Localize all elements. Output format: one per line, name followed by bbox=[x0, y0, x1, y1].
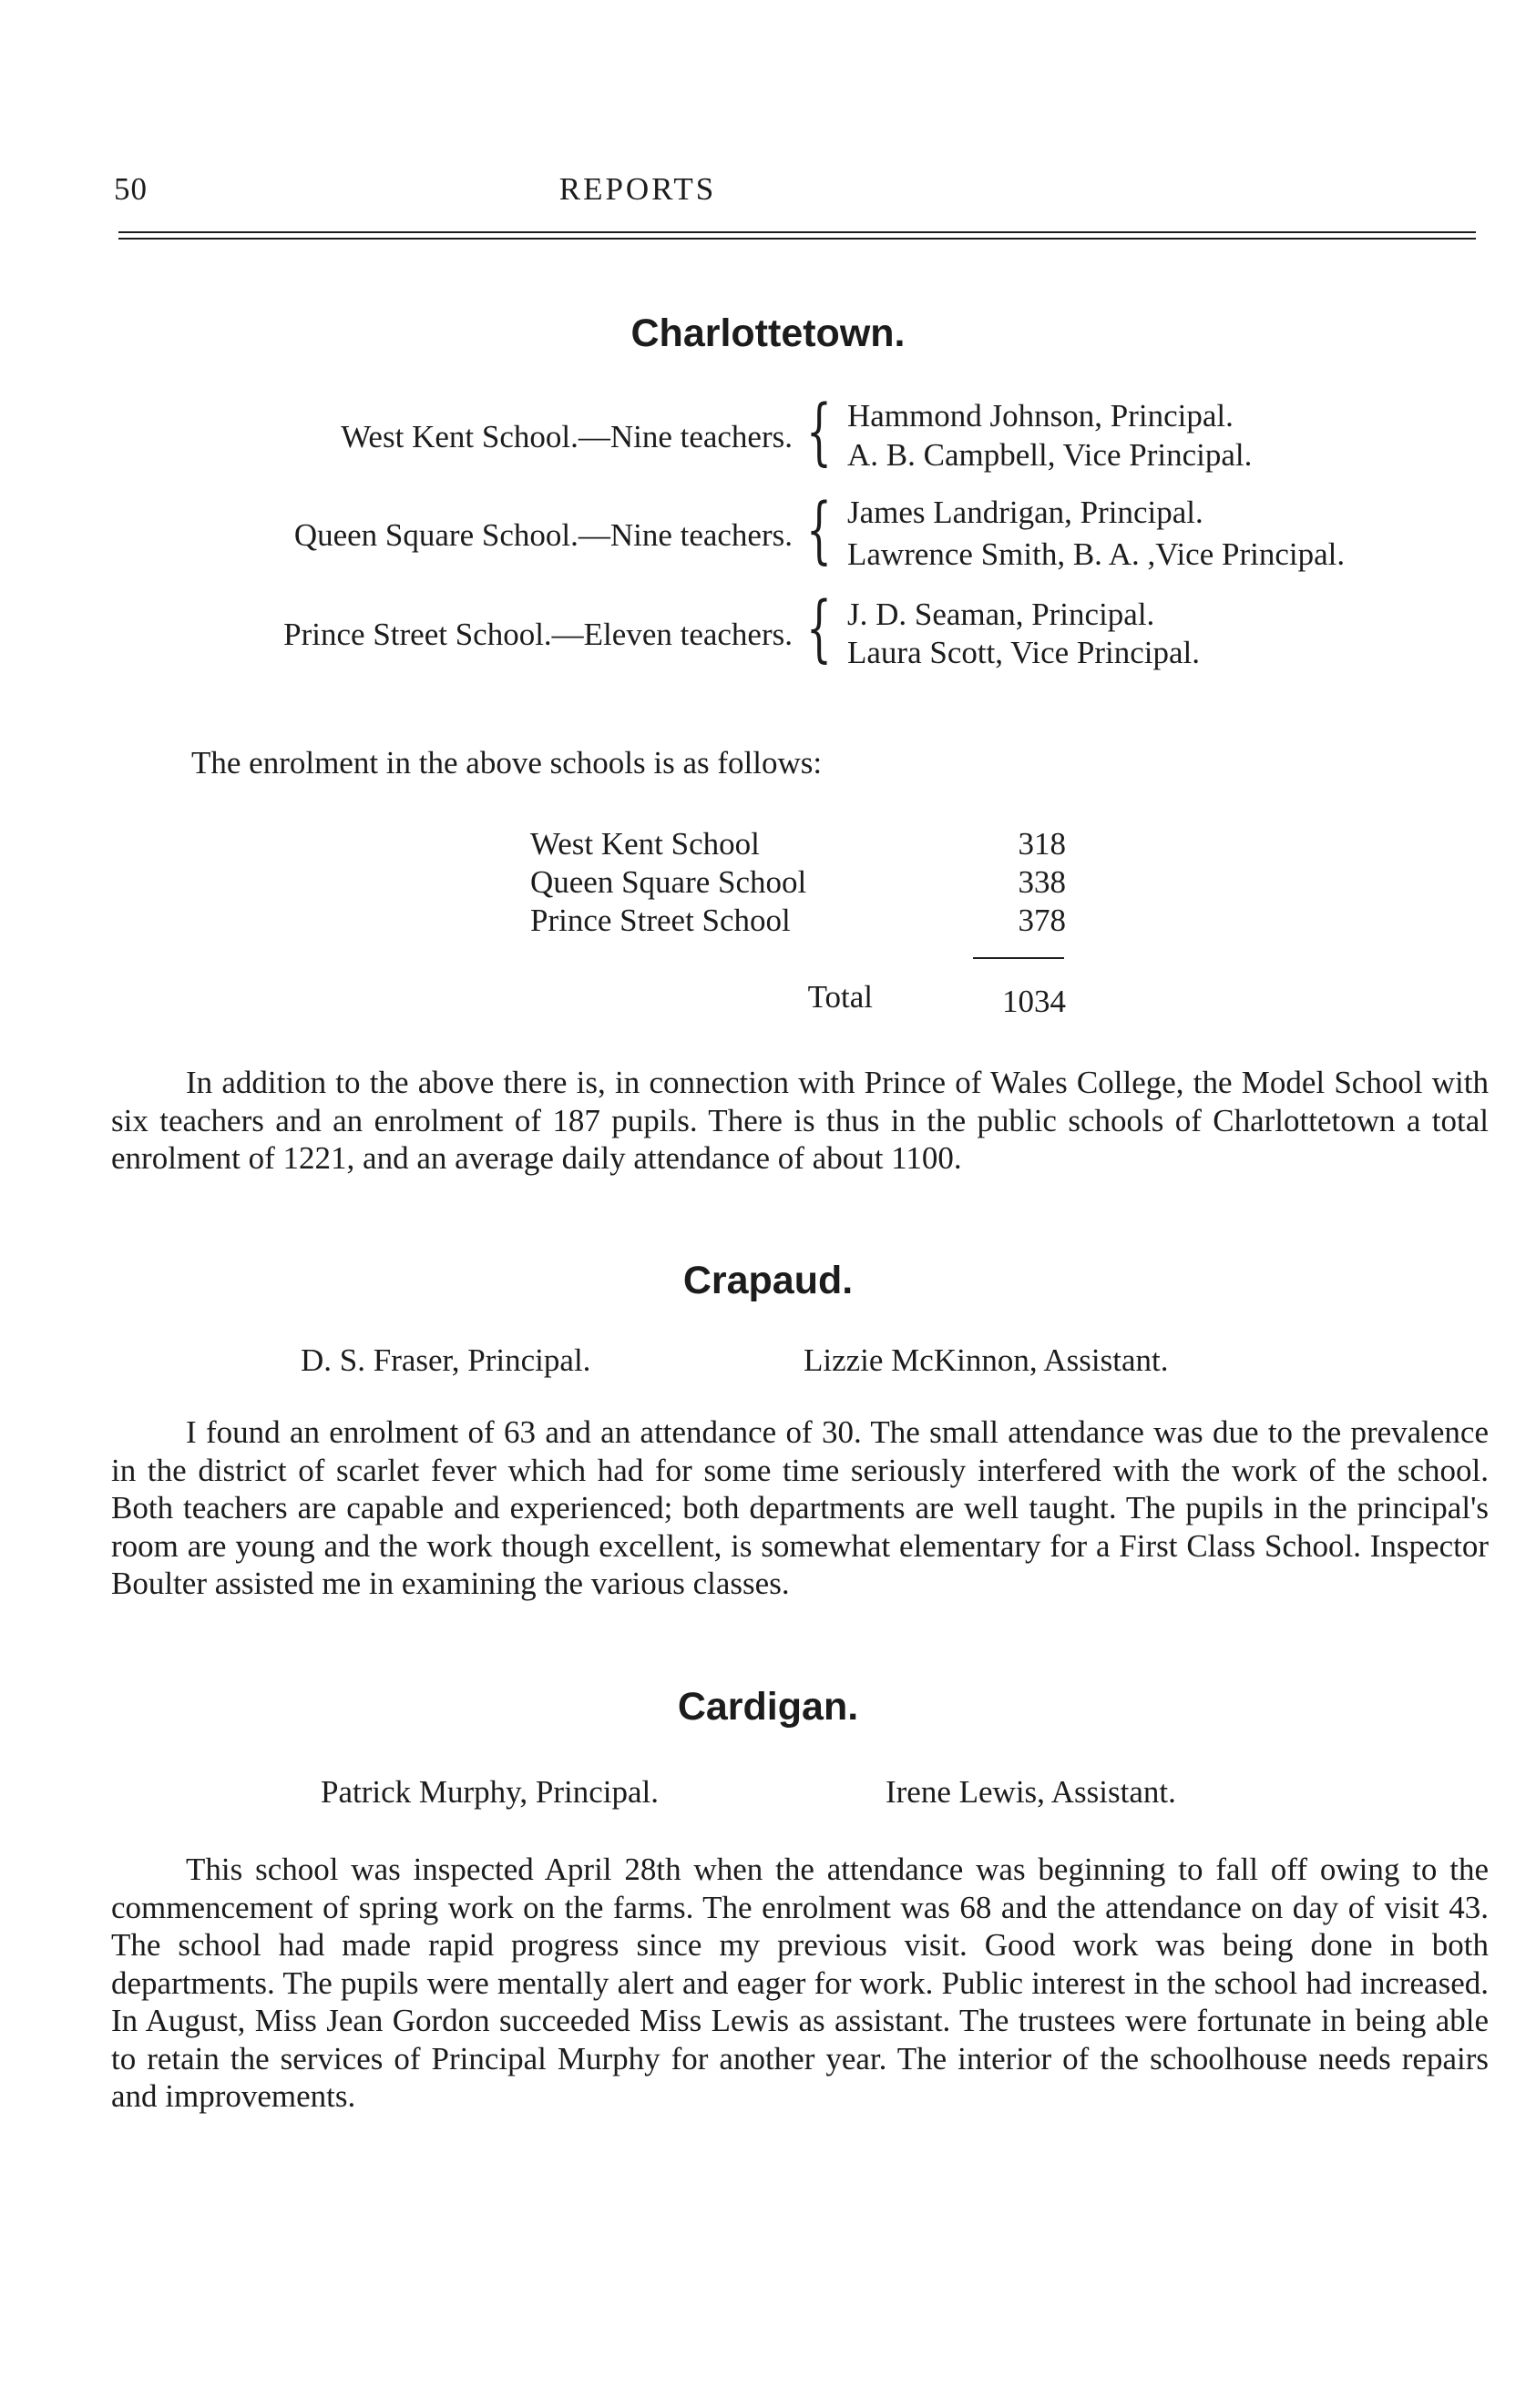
charlottetown-paragraph: In addition to the above there is, in connection with Prince of Wales College, the Model School with six teachers and an enrolment of 187 pupils. There is thus in the public schools of Charlottetown a total enrolment of 1221, and an average daily attendance of about 1100. bbox=[111, 1065, 1489, 1176]
staff-principal-queen-square: James Landrigan, Principal. bbox=[847, 495, 1203, 530]
staff-principal-west-kent: Hammond Johnson, Principal. bbox=[847, 398, 1234, 434]
header-rule-top bbox=[118, 231, 1476, 233]
section-heading-cardigan: Cardigan. bbox=[677, 1685, 859, 1729]
staff-vice-principal-prince-street: Laura Scott, Vice Principal. bbox=[847, 635, 1200, 670]
header-rule-bottom bbox=[118, 238, 1476, 240]
enrolment-count: 378 bbox=[1018, 903, 1066, 938]
enrolment-count: 338 bbox=[1018, 864, 1066, 900]
staff-principal-prince-street: J. D. Seaman, Principal. bbox=[847, 597, 1155, 632]
staff-vice-principal-west-kent: A. B. Campbell, Vice Principal. bbox=[847, 437, 1253, 473]
enrolment-intro: The enrolment in the above schools is as follows: bbox=[191, 745, 823, 781]
cardigan-principal: Patrick Murphy, Principal. bbox=[321, 1774, 660, 1810]
enrolment-count: 318 bbox=[1018, 826, 1066, 862]
cardigan-paragraph: This school was inspected April 28th when the attendance was beginning to fall off owing to the commencement of spring work on the farms. The enrolment was 68 and the attendance on day of visit 43. The school had made rapid progress since my previous visit. Good work was being done in both departments. The pupils were mentally alert and eager for work. Public interest in the school had increased. In August, Miss Jean Gordon succeeded Miss Lewis as assistant. The trustees were fortunate in being able to retain the services of Principal Murphy for another year. The interior of the schoolhouse needs repairs and improvements. bbox=[111, 1852, 1489, 2114]
brace-west-kent: { bbox=[806, 389, 832, 474]
school-label-west-kent: West Kent School.—Nine teachers. bbox=[341, 419, 793, 454]
brace-prince-street: { bbox=[806, 586, 832, 670]
crapaud-principal: D. S. Fraser, Principal. bbox=[301, 1342, 591, 1378]
crapaud-paragraph: I found an enrolment of 63 and an attendance of 30. The small attendance was due to the prevalence in the district of scarlet fever which had for some time seriously interfered with the work of the school. Both teachers are capable and experienced; both departments are well taught. The pupils in the principal's room are young and the work though excellent, is somewhat elementary for a First Class School. Inspector Boulter assisted me in examining the various classes. bbox=[111, 1414, 1489, 1601]
section-heading-charlottetown: Charlottetown. bbox=[630, 311, 906, 355]
enrolment-school: Prince Street School bbox=[530, 903, 791, 938]
brace-queen-square: { bbox=[806, 487, 832, 572]
school-label-prince-street: Prince Street School.—Eleven teachers. bbox=[283, 617, 793, 652]
section-heading-crapaud: Crapaud. bbox=[682, 1259, 854, 1302]
total-label: Total bbox=[807, 979, 873, 1015]
school-label-queen-square: Queen Square School.—Nine teachers. bbox=[293, 517, 793, 553]
page-number: 50 bbox=[114, 171, 148, 207]
staff-vice-principal-queen-square: Lawrence Smith, B. A. ,Vice Principal. bbox=[847, 536, 1346, 572]
crapaud-assistant: Lizzie McKinnon, Assistant. bbox=[804, 1342, 1169, 1378]
enrolment-school: Queen Square School bbox=[530, 864, 807, 900]
total-rule bbox=[973, 957, 1064, 959]
total-value: 1034 bbox=[1002, 984, 1066, 1019]
cardigan-assistant: Irene Lewis, Assistant. bbox=[886, 1774, 1176, 1810]
running-head-title: REPORTS bbox=[558, 171, 717, 207]
enrolment-school: West Kent School bbox=[530, 826, 760, 862]
